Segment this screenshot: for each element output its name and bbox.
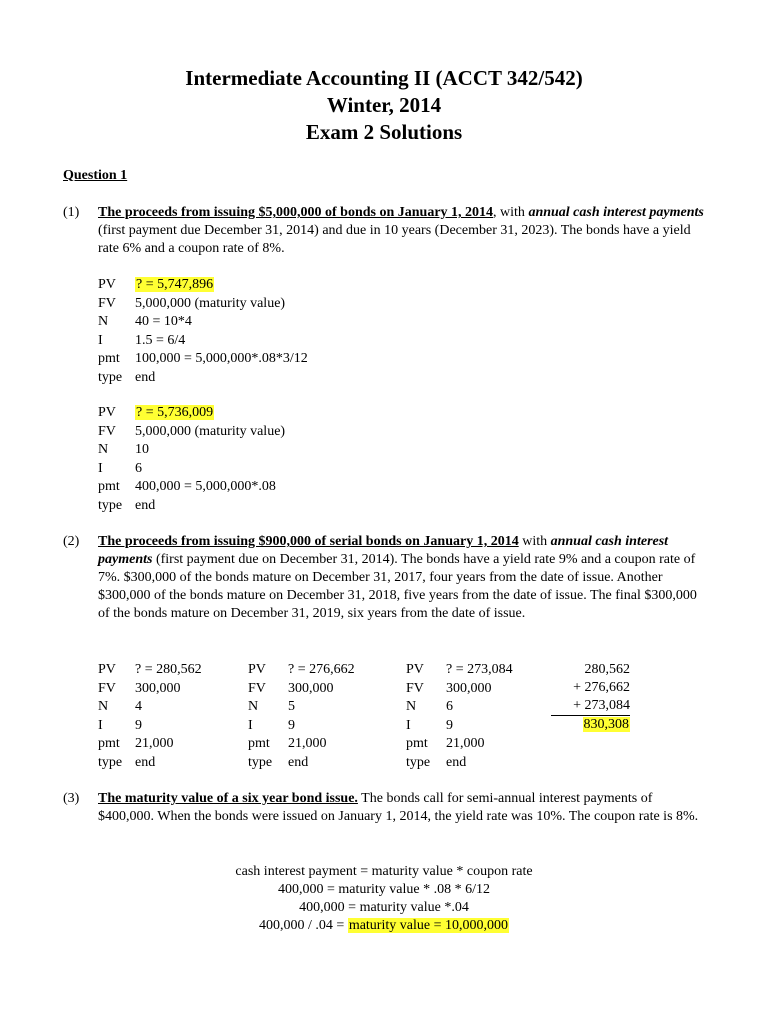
calc-row: [98, 295, 285, 313]
calc-label: N: [98, 314, 109, 329]
calc-row: [98, 276, 214, 294]
sum-line-2: + 276,662: [573, 680, 630, 695]
part1-emphasis: annual cash interest payments: [528, 205, 704, 220]
calc-value: ? = 280,562: [135, 662, 202, 677]
calc-row: [98, 754, 155, 772]
doc-title-exam: Exam 2 Solutions: [305, 120, 463, 144]
calc-value: 21,000: [288, 736, 327, 751]
calc-value: ? = 5,736,009: [136, 405, 214, 420]
calc-value: 6: [446, 699, 453, 714]
calc-label: I: [248, 717, 253, 733]
calc-row: [98, 460, 142, 478]
calc-value: 21,000: [135, 736, 174, 751]
calc-label: type: [98, 497, 123, 513]
part2-text-b: (first payment due on December 31, 2014). The bonds have a yield rate 9% and a coupon rate of 7%. $300,000 of the bonds mature on December 31, 2017, four years from the date of issue. Another $300,000 of the bonds mature on December 31, 2018, five years from the date of issue. The final $300,000 of the bonds mature on December 31, 2019, six years from the date of issue.: [98, 552, 697, 621]
doc-title-term: Winter, 2014: [326, 93, 442, 117]
calc-label: pmt: [406, 736, 428, 751]
equation-4-answer: maturity value = 10,000,000: [348, 918, 508, 933]
doc-title-course: Intermediate Accounting II (ACCT 342/542): [185, 66, 583, 90]
calc-label: pmt: [98, 351, 120, 366]
part-number: (2): [63, 534, 80, 549]
calc-value: 1.5 = 6/4: [135, 332, 186, 348]
equation-4: [0, 917, 768, 935]
sum-total: [540, 716, 630, 734]
calc-row: [98, 497, 155, 515]
calc-value: 6: [135, 460, 142, 476]
calc-row: [248, 735, 327, 753]
calc-label: N: [248, 699, 259, 714]
equation-2: 400,000 = maturity value * .08 * 6/12: [277, 882, 491, 897]
calc-row: [98, 698, 142, 716]
calc-label: I: [98, 717, 103, 733]
equation-3: 400,000 = maturity value *.04: [299, 900, 469, 915]
calc-value: 300,000: [288, 680, 334, 696]
calc-row: [406, 698, 453, 716]
calc-row: [98, 332, 185, 350]
sum-total-value: 830,308: [583, 717, 629, 732]
calc-row: [98, 478, 276, 496]
part3-text-a: The bonds call for semi-annual interest payments of $400,000. When the bonds were issued on January 1, 2014, the yield rate was 10%. The coupon rate is 8%.: [98, 791, 699, 824]
calc-value: 300,000: [446, 680, 492, 696]
calc-label: N: [98, 699, 109, 714]
part-number: (1): [63, 205, 80, 220]
calc-label: type: [98, 369, 123, 385]
calc-label: PV: [248, 662, 266, 677]
calc-value: end: [135, 754, 156, 770]
calc-label: pmt: [248, 736, 270, 751]
calc-row: [248, 754, 308, 772]
part1-heading: The proceeds from issuing $5,000,000 of bonds on January 1, 2014: [98, 205, 494, 220]
calc-label: type: [98, 754, 123, 770]
calc-label: pmt: [98, 479, 120, 494]
calc-row: [98, 404, 214, 422]
calc-row: [406, 680, 492, 698]
calc-row: [98, 369, 155, 387]
calc-label: FV: [98, 423, 116, 439]
calc-label: type: [406, 754, 431, 770]
equation-1: cash interest payment = maturity value * coupon rate: [235, 864, 533, 879]
calc-row: [98, 661, 202, 679]
calc-label: pmt: [98, 736, 120, 751]
calc-value: 9: [446, 717, 453, 733]
calc-value: 100,000 = 5,000,000*.08*3/12: [135, 351, 308, 366]
calc-label: I: [98, 332, 103, 348]
part1-text-a: , with: [493, 205, 529, 220]
calc-row: [248, 717, 295, 735]
calc-value: ? = 5,747,896: [136, 277, 214, 292]
calc-row: [98, 441, 149, 459]
calc-row: [98, 423, 285, 441]
calc-row: [98, 680, 181, 698]
calc-row: [248, 661, 355, 679]
calc-value: 9: [135, 717, 142, 733]
part2-text-a: with: [518, 534, 551, 549]
calc-row: [248, 698, 295, 716]
sum-line-3-value: + 273,084: [551, 697, 630, 716]
calc-label: PV: [98, 277, 116, 292]
calc-value: 10: [135, 442, 149, 457]
calc-row: [248, 680, 334, 698]
part3-heading: The maturity value of a six year bond issue.: [98, 791, 358, 806]
calc-label: FV: [406, 680, 424, 696]
calc-label: PV: [98, 662, 116, 677]
calc-value: 9: [288, 717, 295, 733]
equation-4-prefix: 400,000 / .04 =: [259, 918, 348, 933]
calc-row: [98, 717, 142, 735]
calc-row: [98, 350, 308, 368]
calc-value: 40 = 10*4: [135, 314, 192, 329]
part3-text: [98, 790, 708, 826]
calc-row: [98, 313, 192, 331]
part1-text-b: (first payment due December 31, 2014) and due in 10 years (December 31, 2023). The bonds have a yield rate 6% and a coupon rate of 8%.: [98, 223, 691, 256]
calc-label: PV: [98, 405, 116, 420]
sum-line-3: [540, 697, 630, 716]
part2-emphasis: annual cash interest payments: [98, 534, 669, 567]
calc-row: [406, 717, 453, 735]
calc-value: 21,000: [446, 736, 485, 751]
calc-value: ? = 276,662: [288, 662, 355, 677]
calc-label: PV: [406, 662, 424, 677]
calc-label: type: [248, 754, 273, 770]
part-number: (3): [63, 791, 80, 806]
calc-label: N: [98, 442, 109, 457]
sum-line-1: 280,562: [584, 662, 630, 677]
calc-value: 400,000 = 5,000,000*.08: [135, 479, 276, 494]
calc-value: end: [446, 754, 467, 770]
calc-label: I: [98, 460, 103, 476]
calc-label: FV: [98, 680, 116, 696]
calc-value: end: [135, 497, 156, 513]
calc-value: 300,000: [135, 680, 181, 696]
calc-row: [406, 754, 466, 772]
calc-row: [406, 735, 485, 753]
question-heading: Question 1: [63, 168, 128, 183]
calc-value: 5,000,000 (maturity value): [135, 423, 286, 439]
calc-label: FV: [98, 295, 116, 311]
part2-heading: The proceeds from issuing $900,000 of serial bonds on January 1, 2014: [98, 534, 519, 549]
calc-value: end: [135, 369, 156, 385]
calc-value: ? = 273,084: [446, 662, 513, 677]
part2-text: [98, 533, 708, 623]
calc-value: 5,000,000 (maturity value): [135, 295, 286, 311]
part1-text: [98, 204, 708, 258]
calc-label: I: [406, 717, 411, 733]
calc-row: [406, 661, 513, 679]
calc-label: FV: [248, 680, 266, 696]
calc-row: [98, 735, 174, 753]
calc-label: N: [406, 699, 417, 714]
calc-value: 5: [288, 699, 295, 714]
calc-value: end: [288, 754, 309, 770]
calc-value: 4: [135, 699, 142, 714]
